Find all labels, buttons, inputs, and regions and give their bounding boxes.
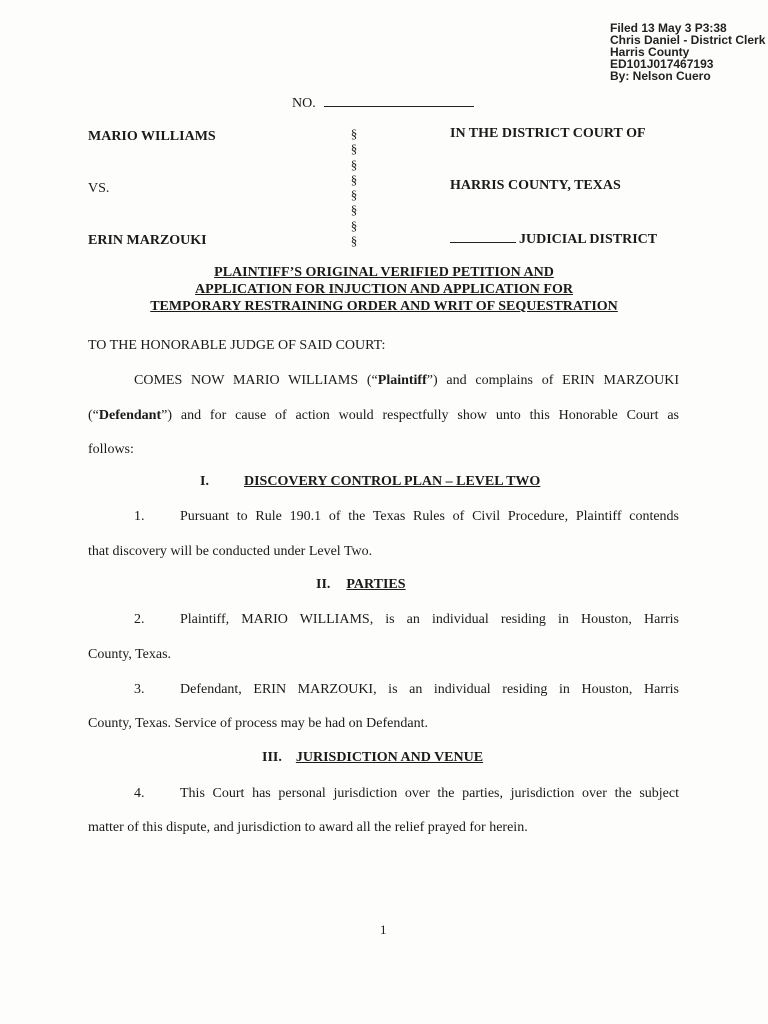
court-line-3 xyxy=(450,230,657,248)
section-heading-3 xyxy=(262,750,483,766)
paragraph-number: 2. xyxy=(134,612,145,627)
section-heading-2 xyxy=(316,577,406,593)
section-title: DISCOVERY CONTROL PLAN – LEVEL TWO xyxy=(244,474,541,489)
stamp-by: By: Nelson Cuero xyxy=(610,69,711,83)
section-mark: § xyxy=(350,141,358,157)
paragraph-1-line-2: that discovery will be conducted under Level Two. xyxy=(88,544,373,559)
defendant-name: ERIN MARZOUKI xyxy=(88,233,207,248)
paragraph-4-line-2: matter of this dispute, and jurisdiction to award all the relief prayed for herein. xyxy=(88,820,528,835)
intro-text: (“ xyxy=(88,408,99,423)
title-line-1: PLAINTIFF’S ORIGINAL VERIFIED PETITION AND xyxy=(214,265,554,280)
judicial-district-label: JUDICIAL DISTRICT xyxy=(519,232,658,247)
section-mark: § xyxy=(350,187,358,203)
section-title: JURISDICTION AND VENUE xyxy=(295,750,484,765)
cause-number-label: NO. xyxy=(292,96,316,111)
paragraph-4-line-1: This Court has personal jurisdiction over the parties, jurisdiction over the subject xyxy=(180,786,679,801)
title-line-2: APPLICATION FOR INJUCTION AND APPLICATION FOR xyxy=(195,282,573,297)
intro-line-3: follows: xyxy=(88,442,134,457)
intro-line-2 xyxy=(88,408,679,424)
paragraph-number: 1. xyxy=(134,509,145,524)
section-marks-column xyxy=(344,126,364,248)
paragraph-2-line-1: Plaintiff, MARIO WILLIAMS, is an individual residing in Houston, Harris xyxy=(180,612,679,627)
intro-text: ”) and complains of ERIN MARZOUKI xyxy=(426,373,679,388)
stamp-county: Harris County xyxy=(610,45,690,59)
section-number: I. xyxy=(200,474,209,489)
title-line-3: TEMPORARY RESTRAINING ORDER AND WRIT OF SEQUESTRATION xyxy=(150,299,618,314)
versus-label: VS. xyxy=(88,181,110,196)
section-mark: § xyxy=(350,202,358,218)
paragraph-number: 4. xyxy=(134,786,145,801)
paragraph-3-line-1: Defendant, ERIN MARZOUKI, is an individual residing in Houston, Harris xyxy=(180,682,679,697)
page-number: 1 xyxy=(380,922,387,937)
district-number-blank xyxy=(450,230,516,243)
plaintiff-defined-term: Plaintiff xyxy=(377,373,427,388)
paragraph-2-line-2: County, Texas. xyxy=(88,647,172,662)
section-mark: § xyxy=(350,217,358,233)
intro-text: COMES NOW MARIO WILLIAMS (“ xyxy=(134,373,378,388)
cause-number-blank xyxy=(324,94,474,107)
salutation: TO THE HONORABLE JUDGE OF SAID COURT: xyxy=(88,338,386,353)
defendant-defined-term: Defendant xyxy=(98,408,162,423)
cause-number xyxy=(292,94,474,112)
stamp-clerk: Chris Daniel - District Clerk xyxy=(610,33,766,47)
stamp-filed-date: Filed 13 May 3 P3:38 xyxy=(610,21,727,35)
court-line-2: HARRIS COUNTY, TEXAS xyxy=(450,178,621,193)
paragraph-number: 3. xyxy=(134,682,145,697)
filing-stamp xyxy=(610,22,765,82)
paragraph-1-line-1: Pursuant to Rule 190.1 of the Texas Rules of Civil Procedure, Plaintiff contends xyxy=(180,509,679,524)
document-title xyxy=(100,264,668,315)
section-title: PARTIES xyxy=(346,577,406,592)
section-number: II. xyxy=(316,577,331,592)
section-mark: § xyxy=(350,156,358,172)
section-number: III. xyxy=(262,750,282,765)
plaintiff-name: MARIO WILLIAMS xyxy=(88,129,216,144)
section-mark: § xyxy=(350,233,358,249)
intro-text: ”) and for cause of action would respectfully show unto this Honorable Court as xyxy=(161,408,679,423)
paragraph-3-line-2: County, Texas. Service of process may be had on Defendant. xyxy=(88,716,428,731)
intro-line-1 xyxy=(134,373,679,389)
section-mark: § xyxy=(350,126,358,141)
section-mark: § xyxy=(350,171,358,187)
court-line-1: IN THE DISTRICT COURT OF xyxy=(450,126,646,141)
stamp-envelope-id: ED101J017467193 xyxy=(610,57,714,71)
section-heading-1 xyxy=(200,474,540,490)
